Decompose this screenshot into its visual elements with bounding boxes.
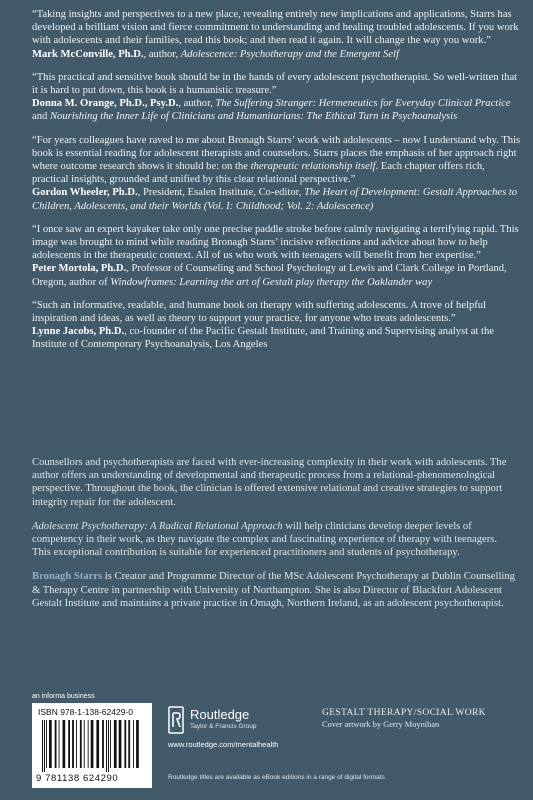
endorser-name: Donna M. Orange, Ph.D., Psy.D. xyxy=(32,98,179,110)
endorsement-attribution: Mark McConville, Ph.D., author, Adolescence: Psychotherapy and the Emergent Self xyxy=(32,48,399,60)
cover-artwork-credit: Cover artwork by Gerry Moynihan xyxy=(322,720,440,729)
endorsements xyxy=(32,8,522,362)
endorsement xyxy=(32,134,522,213)
description-paragraph: Adolescent Psychotherapy: A Radical Relational Approach will help clinicians develop deeper levels of competency in their work, as they navigate the complex and fascinating experience of therapy with teenagers. This exceptional contribution is suitable for experienced practitioners and students of psychotherapy. xyxy=(32,520,498,559)
endorsement-text: “Taking insights and perspectives to a new place, revealing entirely new implications and applications, Starrs has developed a brilliant vision and fierce commitment to understanding and healing troubled adolescents. If you work with adolescents and their families, read this book; and then read it again. It will change the way you work.” xyxy=(32,9,519,47)
ebook-note: Routledge titles are available as eBook editions in a range of digital formats xyxy=(168,774,385,781)
endorsement-text: “I once saw an expert kayaker take only one precise paddle stroke before calmly navigating a terrifying rapid. This image was brought to mind while reading Bronagh Starrs’ incisive reflections and advice about how to help adolescents in the therapeutic context. All of us who work with teenagers will benefit from her expertise.” xyxy=(32,223,519,262)
endorsement xyxy=(32,8,522,61)
routledge-logo-icon xyxy=(168,706,184,734)
author-name: Bronagh Starrs xyxy=(32,571,103,583)
endorser-name: Peter Mortola, Ph.D. xyxy=(32,263,127,275)
book-title: Adolescence: Psychotherapy and the Emergent Self xyxy=(180,48,399,60)
publisher-group: Taylor & Francis Group xyxy=(190,723,257,730)
endorsement-text: “Such an informative, readable, and humane book on therapy with suffering adolescents. A trove of helpful inspiration and ideas, as well as theory to support your practice, for anyone who treats adolescents.” xyxy=(32,299,487,325)
publisher-block xyxy=(168,706,348,766)
author-bio: Bronagh Starrs is Creator and Programme Director of the MSc Adolescent Psychotherapy at Dublin Counselling & Therapy Centre in partnership with University of Northampton. She is also Director of Blackfort Adolescent Gestalt Institute and maintains a private practice in Omagh, Northern Ireland, as an adolescent psychotherapist. xyxy=(32,571,515,609)
book-title: The Suffering Stranger: Hermeneutics for Everyday Clinical Practice xyxy=(215,98,511,110)
endorsement-text: “For years colleagues have raved to me about Bronagh Starrs’ work with adolescents – now I understand why. This book is essential reading for adolescent therapists and counselors. Starrs places the emphasis of her approach right where outcome research shows it should be: on the therapeutic relationship itself. Each chapter offers rich, practical insights, grounded and unified by this clear relational perspective.” xyxy=(32,134,521,186)
barcode-block xyxy=(32,693,152,788)
endorser-name: Gordon Wheeler, Ph.D. xyxy=(32,187,138,199)
description-paragraph: Counsellors and psychotherapists are faced with ever-increasing complexity in their work with adolescents. The author offers an understanding of developmental and therapeutic process from a relational-phenomenological perspective. Throughout the book, the clinician is offered extensive relational and creative strategies to support integrity repair for the adolescent. xyxy=(32,457,507,508)
endorsement-text: “This practical and sensitive book should be in the hands of every adolescent psychotherapist. So well-written that it is hard to put down, this book is a humanistic treasure.” xyxy=(32,71,518,97)
genre-label: GESTALT THERAPY/SOCIAL WORK xyxy=(322,707,486,718)
barcode-panel xyxy=(32,703,152,788)
book-title: Windowframes: Learning the art of Gestalt play therapy the Oaklander way xyxy=(110,276,433,288)
endorsement-attribution: Lynne Jacobs, Ph.D., co-founder of the Pacific Gestalt Institute, and Training and Supervising analyst at the Institute of Contemporary Psychoanalysis, Los Angeles xyxy=(32,326,494,351)
endorsement xyxy=(32,299,522,352)
endorsement-attribution: Peter Mortola, Ph.D., Professor of Counseling and School Psychology at Lewis and Clark College in Portland, Oregon, author of Windowframes: Learning the art of Gestalt play therapy the Oaklander way xyxy=(32,263,507,288)
endorser-name: Mark McConville, Ph.D. xyxy=(32,48,144,60)
publisher-name: Routledge xyxy=(190,707,250,722)
endorser-name: Lynne Jacobs, Ph.D. xyxy=(32,326,125,338)
isbn-text: ISBN 978-1-138-62429-0 xyxy=(38,707,133,717)
barcode-icon xyxy=(40,720,144,772)
book-description xyxy=(32,456,517,621)
book-title: Adolescent Psychotherapy: A Radical Relational Approach xyxy=(32,520,283,532)
publisher-url: www.routledge.com/mentalhealth xyxy=(168,740,279,749)
book-title: The Heart of Development: Gestalt Approaches to Children, Adolescents, and their Worlds (Vol. I: Childhood; Vol. 2: Adolescence) xyxy=(32,187,518,212)
barcode-digits: 9 781138 624290 xyxy=(36,773,119,784)
informa-label: an informa business xyxy=(32,693,95,700)
endorsement-attribution: Gordon Wheeler, Ph.D., President, Esalen Institute, Co-editor, The Heart of Development: Gestalt Approaches to Children, Adolescents, and their Worlds (Vol. I: Childhood; Vol. 2: Adolescence) xyxy=(32,187,518,212)
endorsement-attribution: Donna M. Orange, Ph.D., Psy.D., author, The Suffering Stranger: Hermeneutics for Everyday Clinical Practice and Nourishing the Inner Life of Clinicians and Humanitarians: The Ethical Turn in Psychoanalysis xyxy=(32,98,511,123)
book-title: Nourishing the Inner Life of Clinicians and Humanitarians: The Ethical Turn in Psychoanalysis xyxy=(49,111,458,123)
endorsement xyxy=(32,223,522,289)
endorsement xyxy=(32,71,522,124)
